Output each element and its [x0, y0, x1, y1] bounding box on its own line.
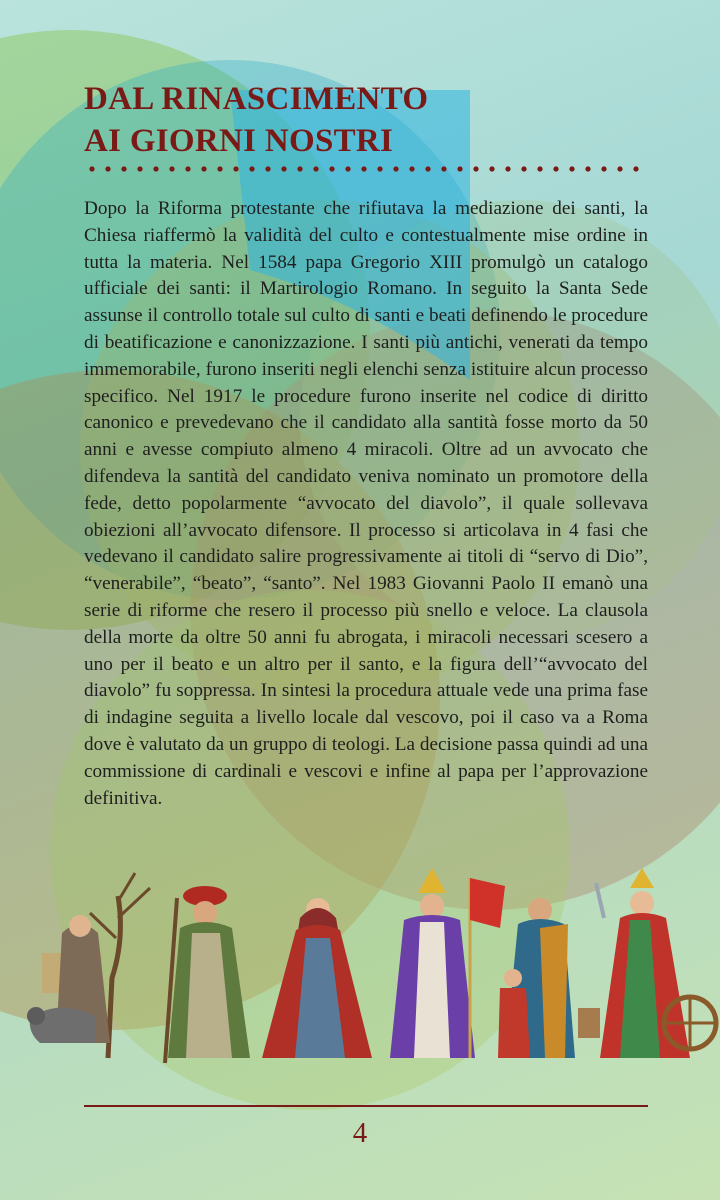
- page-title: [84, 78, 428, 162]
- bishop-saint-figure: [390, 868, 505, 1058]
- saint-with-wheel-figure: [596, 868, 716, 1058]
- friar-with-wolf-figure: [27, 873, 150, 1058]
- title-line-1: DAL RINASCIMENTO: [84, 81, 429, 117]
- title-line-2: AI GIORNI NOSTRI: [84, 123, 394, 159]
- footer-rule: [84, 1105, 648, 1107]
- page-number: 4: [352, 1117, 368, 1149]
- pilgrim-saint-figure: [165, 886, 250, 1063]
- saint-with-child-figure: [498, 898, 600, 1058]
- dotted-divider: [84, 164, 648, 174]
- body-paragraph: Dopo la Riforma protestante che rifiutava la mediazione dei santi, la Chiesa riaffermò la validità del culto e contestualmente mise ordine in tutta la materia. Nel 1584 papa Gregorio XIII promulgò un catalogo ufficiale dei santi: il Martirologio Romano. In seguito la Santa Sede assunse il controllo totale sul culto di santi e beati definendo le procedure di beatificazione e canonizzazione. I santi più antichi, venerati da tempo immemorabile, furono inseriti negli elenchi senza istituire alcun processo specifico. Nel 1917 le procedure furono inserite nel codice di diritto canonico e prevedevano che il candidato alla santità fosse morto da 50 anni e avesse compiuto almeno 4 miracoli. Oltre ad un avvocato che difendeva la santità del candidato veniva nominato un promotore della fede, detto popolarmente “avvocato del diavolo”, il quale sollevava obiezioni all’avvocato difensore. Il processo si articolava in 4 fasi che vedevano il candidato salire progressivamente ai titoli di “servo di Dio”, “venerabile”, “beato”, “santo”. Nel 1983 Giovanni Paolo II emanò una serie di riforme che resero il processo più snello e veloce. La clausola della morte da oltre 50 anni fu abrogata, i miracoli necessari scesero a uno per il beato e un altro per il santo, e la figura dell’“avvocato del diavolo” fu soppressa. In sintesi la procedura attuale vede una prima fase di indagine seguita a livello locale dal vescovo, poi il caso va a Roma dove è valutato da un gruppo di teologi. La decisione passa quindi ad una commissione di cardinali e vescovi e infine al papa per l’approvazione definitiva.: [84, 198, 648, 809]
- saints-illustration: [0, 858, 720, 1068]
- female-saint-figure: [262, 898, 372, 1058]
